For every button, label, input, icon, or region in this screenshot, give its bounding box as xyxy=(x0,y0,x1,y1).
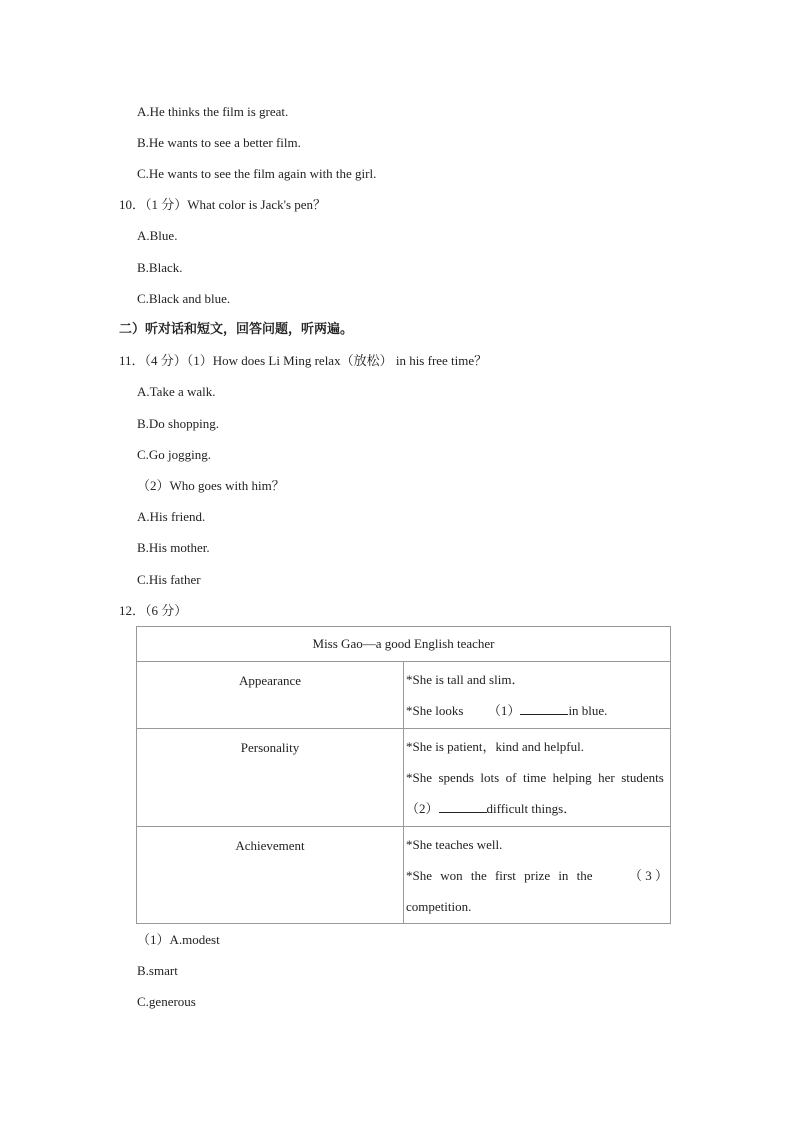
q9-option-c: C.He wants to see the film again with the girl. xyxy=(137,166,377,181)
ach-word: the xyxy=(470,868,487,883)
ach-word: *She xyxy=(406,868,432,883)
appearance-text: *She looks xyxy=(406,703,464,718)
blank-1 xyxy=(520,702,568,715)
table-row-personality xyxy=(137,729,671,827)
q11-2-option-c: C.His father xyxy=(137,572,201,587)
q9-option-b: B.He wants to see a better film. xyxy=(137,135,301,150)
table-row-appearance xyxy=(137,662,671,729)
q11-1-option-a: A.Take a walk. xyxy=(137,384,216,399)
personality-text-post: difficult things． xyxy=(486,801,577,816)
achievement-line-1: *She teaches well. xyxy=(406,837,503,852)
q9-option-a: A.He thinks the film is great. xyxy=(137,104,289,119)
personality-line-2: *She spends lots of time helping her students xyxy=(406,770,664,785)
row-label-personality: Personality xyxy=(137,729,404,827)
personality-line-1: *She is patient，kind and helpful. xyxy=(406,739,585,754)
ach-word: the xyxy=(576,868,593,883)
q10-option-b: B.Black. xyxy=(137,260,183,275)
q11-2-option-b: B.His mother. xyxy=(137,540,210,555)
q12-option-c: C.generous xyxy=(137,994,196,1009)
blank-number-3: （ 3 ） xyxy=(628,868,668,883)
achievement-line-2 xyxy=(404,860,670,891)
section-heading: 二）听对话和短文，回答问题，听两遍。 xyxy=(119,322,354,337)
q12-option-b: B.smart xyxy=(137,963,178,978)
q11-1-option-c: C.Go jogging. xyxy=(137,447,212,462)
q10-option-c: C.Black and blue. xyxy=(137,291,231,306)
q11-sub2-stem: （2）Who goes with him？ xyxy=(137,478,285,493)
q12-option-a: （1）A.modest xyxy=(137,932,220,947)
blank-2 xyxy=(439,800,487,813)
q10-stem: 10．（1 分）What color is Jack's pen？ xyxy=(119,197,327,212)
q11-2-option-a: A.His friend. xyxy=(137,509,206,524)
row-content-personality xyxy=(404,729,671,827)
achievement-line-3: competition. xyxy=(406,899,472,914)
q12-stem: 12．（6 分） xyxy=(119,603,188,618)
ach-word: first xyxy=(494,868,516,883)
blank-number-1: （1） xyxy=(487,703,521,718)
row-content-appearance xyxy=(404,662,671,729)
blank-number-2: （2） xyxy=(406,801,439,816)
ach-word: prize xyxy=(524,868,551,883)
ach-word: in xyxy=(558,868,569,883)
row-content-achievement xyxy=(404,827,671,924)
appearance-line-2 xyxy=(404,695,670,726)
q11-1-option-b: B.Do shopping. xyxy=(137,416,219,431)
row-label-achievement: Achievement xyxy=(137,827,404,924)
table-row-achievement xyxy=(137,827,671,924)
appearance-text-post: in blue. xyxy=(568,703,608,718)
ach-word: won xyxy=(440,868,463,883)
row-label-appearance: Appearance xyxy=(137,662,404,729)
table-title: Miss Gao—a good English teacher xyxy=(137,627,671,662)
appearance-line-1: *She is tall and slim． xyxy=(406,672,525,687)
q10-option-a: A.Blue. xyxy=(137,228,178,243)
teacher-info-table xyxy=(136,626,671,924)
personality-line-3 xyxy=(404,793,670,824)
q11-stem: 11．（4 分）（1）How does Li Ming relax（放松） in his free time？ xyxy=(119,353,488,368)
